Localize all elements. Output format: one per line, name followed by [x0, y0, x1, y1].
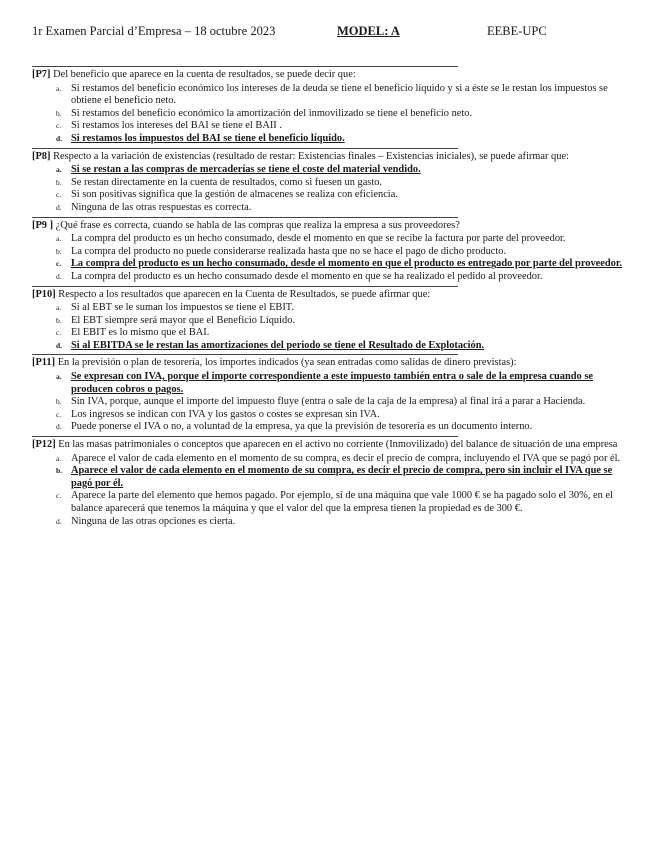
answer-option [32, 453, 625, 466]
option-text: Si restamos del beneficio económico la amortización del inmovilizado se tiene el beneficio neto. [71, 107, 473, 119]
option-letter: c. [56, 328, 62, 338]
answer-option [32, 409, 625, 422]
option-text: Si restamos los intereses del BAI se tiene el BAII . [71, 120, 282, 132]
question-number: [P10] [32, 288, 56, 300]
option-text: El EBT siempre será mayor que el Beneficio Líquido. [71, 314, 296, 326]
answer-option [32, 246, 625, 259]
option-text: Puede ponerse el IVA o no, a voluntad de la empresa, ya que la previsión de tesorería es un documento interno. [71, 421, 533, 433]
option-letter: b. [56, 397, 62, 407]
answer-option [32, 202, 625, 215]
question-text: ¿Qué frase es correcta, cuando se habla de las compras que realiza la empresa a sus proveedores? [55, 219, 460, 231]
answer-options [32, 371, 625, 434]
option-letter: c. [56, 259, 62, 269]
question-list [32, 66, 625, 530]
option-letter: b. [56, 177, 62, 187]
option-letter: c. [56, 409, 62, 419]
option-letter: d. [56, 202, 62, 212]
answer-option-correct [32, 258, 625, 271]
option-letter: a. [56, 234, 62, 244]
option-letter: a. [56, 372, 62, 382]
option-text: Los ingresos se indican con IVA y los gastos o costes se expresan sin IVA. [71, 408, 380, 420]
question-stem [32, 357, 625, 370]
option-text: Ninguna de las otras opciones es cierta. [71, 515, 236, 527]
answer-option [32, 189, 625, 202]
question-stem [32, 151, 625, 164]
exam-model: MODEL: A [337, 24, 400, 38]
option-text: Si al EBT se le suman los impuestos se tiene el EBIT. [71, 302, 294, 314]
option-text: El EBIT es lo mismo que el BAI. [71, 327, 210, 339]
question-text: Respecto a los resultados que aparecen en la Cuenta de Resultados, se puede afirmar que: [58, 288, 431, 300]
question-block [32, 354, 625, 434]
answer-option-correct [32, 465, 625, 490]
question-text: Del beneficio que aparece en la cuenta de resultados, se puede decir que: [53, 69, 356, 80]
answer-option [32, 327, 625, 340]
question-text: Respecto a la variación de existencias (resultado de restar: Existencias finales – Existencias iniciales), se puede afirmar que: [53, 150, 569, 162]
answer-option-correct [32, 133, 625, 146]
option-text: Si restamos los impuestos del BAI se tiene el beneficio líquido. [71, 132, 345, 144]
answer-option [32, 490, 625, 515]
question-stem [32, 220, 625, 233]
page-header [32, 24, 623, 42]
option-letter: a. [56, 303, 62, 313]
answer-option [32, 177, 625, 190]
answer-option [32, 271, 625, 284]
option-letter: a. [56, 453, 62, 463]
option-letter: a. [56, 165, 62, 175]
answer-option-correct [32, 340, 625, 353]
option-letter: d. [56, 516, 62, 526]
question-number: [P8] [32, 150, 51, 162]
option-text: Aparece el valor de cada elemento en el momento de su compra, es decir el precio de compra, incluyendo el IVA que se pagó por él. [71, 452, 621, 464]
answer-option [32, 108, 625, 121]
option-text: Si se restan a las compras de mercaderías se tiene el coste del material vendido. [71, 164, 421, 176]
option-text: Aparece el valor de cada elemento en el momento de su compra, es decir el precio de compra, pero sin incluir el IVA que se pagó por él. [71, 465, 613, 489]
option-letter: d. [56, 133, 63, 143]
exam-title: 1r Examen Parcial d’Empresa – 18 octubre 2023 [32, 24, 276, 38]
question-separator [32, 436, 458, 437]
answer-options [32, 164, 625, 214]
question-separator [32, 286, 458, 287]
question-separator [32, 217, 458, 218]
question-block [32, 436, 625, 528]
option-text: Si al EBITDA se le restan las amortizaciones del periodo se tiene el Resultado de Explotación. [71, 339, 485, 351]
question-separator [32, 66, 458, 67]
question-separator [32, 354, 458, 355]
option-letter: a. [56, 83, 62, 93]
option-text: Aparece la parte del elemento que hemos pagado. Por ejemplo, si de una máquina que vale 1000 € se ha pagado solo el 30%, en el balance aparecerá que tenemos la máquina y que el valor del que la empresa tienen la propiedad es de 300 €. [71, 490, 613, 514]
question-number: [P12] [32, 439, 56, 451]
option-text: Se expresan con IVA, porque el importe correspondiente a este impuesto también entra o sale de la empresa cuando se producen cobros o pagos. [71, 371, 594, 395]
option-letter: c. [56, 491, 62, 501]
option-letter: d. [56, 422, 62, 432]
question-number: [P7] [32, 69, 51, 80]
school-name: EEBE-UPC [487, 24, 547, 38]
option-letter: b. [56, 108, 62, 118]
option-text: Sin IVA, porque, aunque el importe del impuesto fluye (entra o sale de la caja de la empresa) al final irá a parar a Hacienda. [71, 396, 586, 408]
question-block [32, 217, 625, 284]
option-text: La compra del producto es un hecho consumado, desde el momento en que se recibe la factura por parte del proveedor. [71, 233, 566, 245]
question-text: En las masas patrimoniales o conceptos que aparecen en el activo no corriente (Inmovilizado) del balance de situación de una empresa [58, 439, 618, 451]
answer-option [32, 120, 625, 133]
option-letter: b. [56, 466, 63, 476]
option-text: Si restamos del beneficio económico los intereses de la deuda se tiene el beneficio líquido y si a éste se le restan los impuestos se obtiene el beneficio neto. [71, 82, 608, 107]
question-separator [32, 148, 458, 149]
question-stem [32, 439, 625, 452]
option-text: Se restan directamente en la cuenta de resultados, como si fuesen un gasto. [71, 176, 383, 188]
option-letter: d. [56, 271, 62, 281]
answer-option [32, 421, 625, 434]
option-letter: d. [56, 340, 63, 350]
option-letter: c. [56, 190, 62, 200]
answer-option [32, 516, 625, 529]
question-block [32, 66, 625, 146]
answer-option [32, 302, 625, 315]
question-block [32, 148, 625, 215]
question-number: [P9 ] [32, 219, 54, 231]
question-stem [32, 69, 625, 82]
option-letter: c. [56, 121, 62, 131]
question-stem [32, 289, 625, 302]
answer-option-correct [32, 164, 625, 177]
answer-options [32, 302, 625, 352]
option-text: La compra del producto es un hecho consumado, desde el momento en que el producto es entregado por parte del proveedor. [71, 258, 623, 270]
option-text: Ninguna de las otras respuestas es correcta. [71, 201, 252, 213]
option-letter: b. [56, 315, 62, 325]
option-text: La compra del producto no puede considerarse realizada hasta que no se hace el pago de dicho producto. [71, 245, 507, 257]
answer-option [32, 83, 625, 108]
question-text: En la previsión o plan de tesorería, los importes indicados (ya sean entradas como salidas de dinero previstas): [57, 357, 517, 369]
answer-options [32, 83, 625, 146]
option-text: La compra del producto es un hecho consumado desde el momento en que se ha realizado el pedido al proveedor. [71, 270, 543, 282]
answer-options [32, 233, 625, 283]
option-letter: b. [56, 246, 62, 256]
answer-option [32, 233, 625, 246]
answer-option [32, 396, 625, 409]
answer-options [32, 453, 625, 529]
question-number: [P11] [32, 357, 56, 369]
answer-option [32, 315, 625, 328]
answer-option-correct [32, 371, 625, 396]
question-block [32, 286, 625, 353]
option-text: Si son positivas significa que la gestión de almacenes se realiza con eficiencia. [71, 189, 398, 201]
